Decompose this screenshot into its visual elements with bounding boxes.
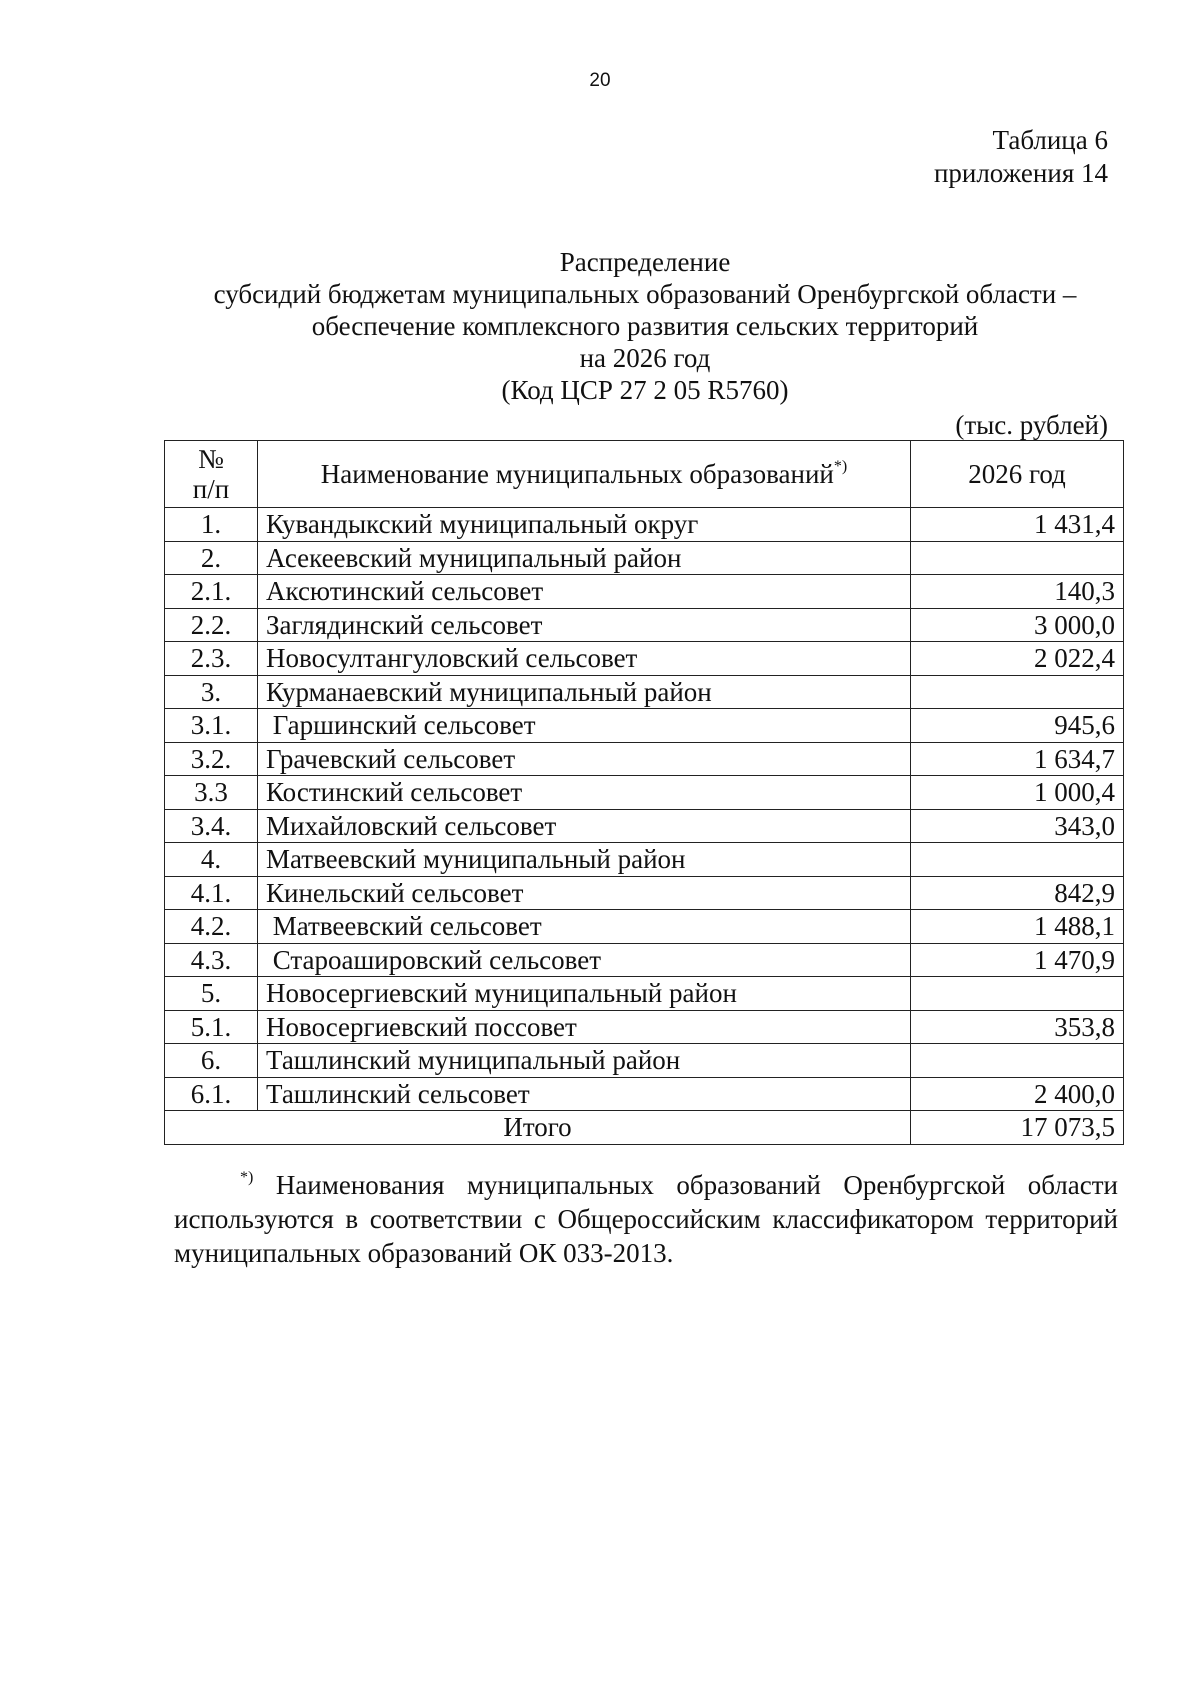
table-row [165,977,1124,1011]
row-value: 353,8 [911,1010,1124,1044]
row-number: 3.2. [165,742,258,776]
table-row [165,910,1124,944]
row-name: Курманаевский муниципальный район [258,675,911,709]
row-name: Ташлинский муниципальный район [258,1044,911,1078]
units-label: (тыс. рублей) [955,410,1108,440]
row-value [911,977,1124,1011]
row-name: Гаршинский сельсовет [258,709,911,743]
row-name: Матвеевский сельсовет [258,910,911,944]
row-value: 945,6 [911,709,1124,743]
row-number: 6. [165,1044,258,1078]
row-name: Новосергиевский муниципальный район [258,977,911,1011]
row-value: 842,9 [911,876,1124,910]
row-name: Староашировский сельсовет [258,943,911,977]
table-row [165,776,1124,810]
table-row [165,642,1124,676]
row-value: 1 431,4 [911,508,1124,542]
row-number: 2. [165,541,258,575]
heading-line-5: (Код ЦСР 27 2 05 R5760) [501,375,789,405]
heading-line-1: Распределение [559,247,731,277]
row-number: 5.1. [165,1010,258,1044]
table-row [165,709,1124,743]
row-value: 343,0 [911,809,1124,843]
appendix-reference [934,124,1108,190]
table-row [165,541,1124,575]
table-body [165,508,1124,1111]
row-number: 3. [165,675,258,709]
table-row [165,575,1124,609]
header-number-line-2: п/п [192,474,230,504]
header-name [258,441,911,508]
table-row [165,508,1124,542]
row-value [911,541,1124,575]
table-row [165,809,1124,843]
row-value: 1 000,4 [911,776,1124,810]
row-number: 3.1. [165,709,258,743]
row-value: 1 470,9 [911,943,1124,977]
table-row [165,876,1124,910]
row-value [911,843,1124,877]
row-value: 140,3 [911,575,1124,609]
row-name: Заглядинский сельсовет [258,608,911,642]
footnote-mark: *) [240,1169,254,1186]
table-row [165,608,1124,642]
footnote [174,1168,1118,1270]
row-number: 2.2. [165,608,258,642]
total-value: 17 073,5 [911,1111,1124,1145]
row-name: Кувандыкский муниципальный округ [258,508,911,542]
table-row [165,675,1124,709]
row-name: Костинский сельсовет [258,776,911,810]
row-value [911,1044,1124,1078]
header-year: 2026 год [911,441,1124,508]
header-number-line-1: № [198,444,224,474]
row-name: Грачевский сельсовет [258,742,911,776]
heading-line-2: субсидий бюджетам муниципальных образований Оренбургской области – [213,279,1077,309]
row-name: Ташлинский сельсовет [258,1077,911,1111]
row-number: 4.3. [165,943,258,977]
table-row [165,742,1124,776]
subsidy-table [164,440,1124,1145]
row-value: 1 488,1 [911,910,1124,944]
row-number: 5. [165,977,258,1011]
table-row [165,843,1124,877]
row-number: 3.3 [165,776,258,810]
row-number: 6.1. [165,1077,258,1111]
table-row [165,1044,1124,1078]
table-row [165,1010,1124,1044]
header-name-text: Наименование муниципальных образований [320,459,834,489]
heading-line-4: на 2026 год [579,343,711,373]
header-number [165,441,258,508]
row-number: 4.2. [165,910,258,944]
row-name: Новосултангуловский сельсовет [258,642,911,676]
heading-line-3: обеспечение комплексного развития сельских территорий [311,311,979,341]
document-heading [150,246,1140,406]
table-number: Таблица 6 [992,125,1108,155]
row-value: 2 022,4 [911,642,1124,676]
row-number: 2.3. [165,642,258,676]
row-number: 4. [165,843,258,877]
page-number: 20 [589,70,611,91]
appendix-number: приложения 14 [933,158,1108,188]
row-name: Михайловский сельсовет [258,809,911,843]
row-number: 4.1. [165,876,258,910]
total-label: Итого [165,1111,911,1145]
total-row [165,1111,1124,1145]
row-value [911,675,1124,709]
row-name: Кинельский сельсовет [258,876,911,910]
row-name: Новосергиевский поссовет [258,1010,911,1044]
row-value: 1 634,7 [911,742,1124,776]
row-value: 2 400,0 [911,1077,1124,1111]
row-name: Асекеевский муниципальный район [258,541,911,575]
table-row [165,943,1124,977]
row-name: Аксютинский сельсовет [258,575,911,609]
table-row [165,1077,1124,1111]
row-value: 3 000,0 [911,608,1124,642]
row-name: Матвеевский муниципальный район [258,843,911,877]
row-number: 2.1. [165,575,258,609]
footnote-text: Наименования муниципальных образований Оренбургской области используются в соответствии с Общероссийским классификатором территорий муниципальных образований ОК 033-2013. [174,1170,1118,1268]
table-header-row [165,441,1124,508]
header-name-footnote-mark: *) [833,458,848,475]
row-number: 3.4. [165,809,258,843]
row-number: 1. [165,508,258,542]
